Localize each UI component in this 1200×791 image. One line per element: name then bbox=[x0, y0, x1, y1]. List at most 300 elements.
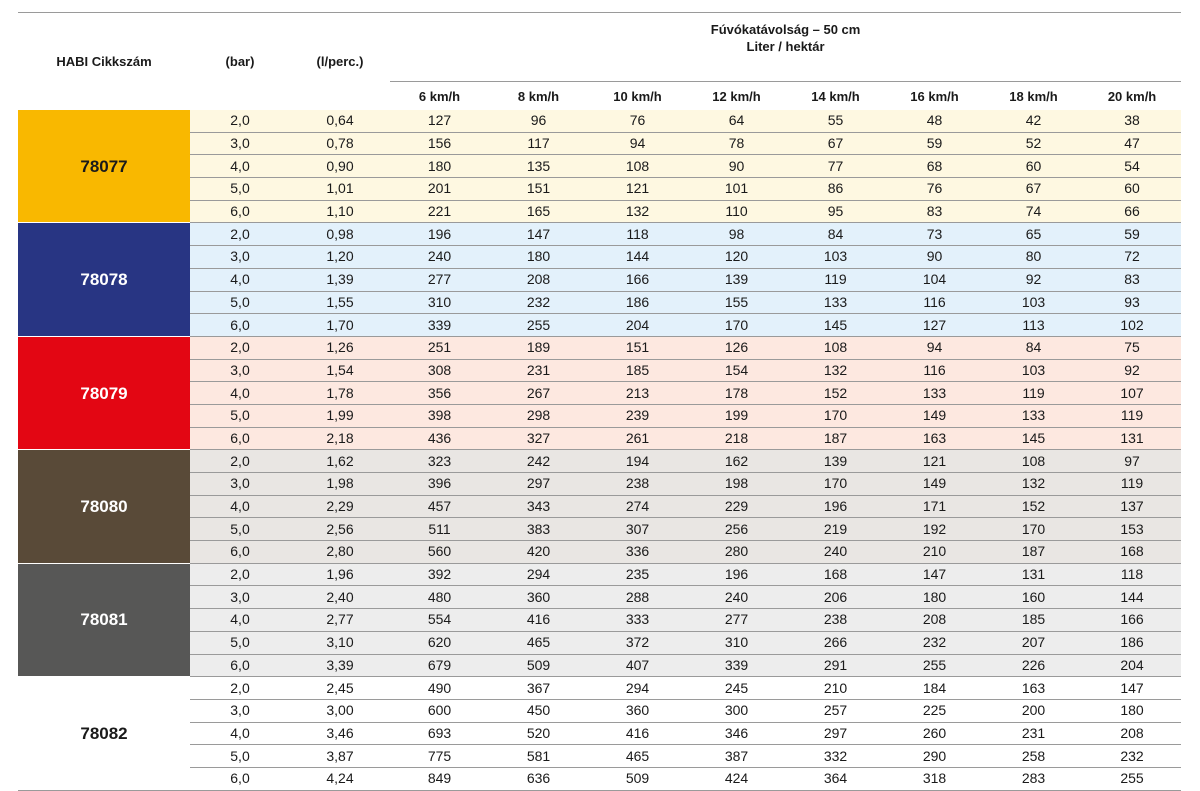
rate-cell: 132 bbox=[588, 200, 687, 223]
flow-cell: 1,10 bbox=[290, 200, 390, 223]
pressure-cell: 3,0 bbox=[190, 586, 290, 609]
rate-cell: 131 bbox=[984, 563, 1083, 586]
rate-cell: 189 bbox=[489, 336, 588, 359]
rate-cell: 245 bbox=[687, 677, 786, 700]
rate-cell: 274 bbox=[588, 495, 687, 518]
rate-cell: 186 bbox=[1083, 631, 1181, 654]
rate-cell: 180 bbox=[489, 246, 588, 269]
rate-cell: 90 bbox=[885, 246, 984, 269]
table-row bbox=[18, 586, 1181, 609]
rate-cell: 775 bbox=[390, 745, 489, 768]
rate-cell: 65 bbox=[984, 223, 1083, 246]
rate-cell: 294 bbox=[489, 563, 588, 586]
rate-cell: 372 bbox=[588, 631, 687, 654]
pressure-cell: 2,0 bbox=[190, 223, 290, 246]
rate-cell: 258 bbox=[984, 745, 1083, 768]
flow-cell: 1,99 bbox=[290, 404, 390, 427]
rate-cell: 127 bbox=[885, 314, 984, 337]
pressure-cell: 4,0 bbox=[190, 609, 290, 632]
rate-cell: 110 bbox=[687, 200, 786, 223]
rate-cell: 364 bbox=[786, 767, 885, 790]
rate-cell: 119 bbox=[1083, 473, 1181, 496]
rate-cell: 94 bbox=[885, 336, 984, 359]
table-row bbox=[18, 314, 1181, 337]
flow-cell: 4,24 bbox=[290, 767, 390, 790]
rate-cell: 108 bbox=[786, 336, 885, 359]
rate-cell: 600 bbox=[390, 699, 489, 722]
rate-cell: 196 bbox=[786, 495, 885, 518]
rate-cell: 509 bbox=[588, 767, 687, 790]
flow-cell: 2,80 bbox=[290, 541, 390, 564]
header-speed: 10 km/h bbox=[613, 88, 662, 104]
rate-cell: 192 bbox=[885, 518, 984, 541]
rate-cell: 232 bbox=[489, 291, 588, 314]
pressure-cell: 3,0 bbox=[190, 699, 290, 722]
rate-cell: 119 bbox=[786, 268, 885, 291]
rate-cell: 310 bbox=[390, 291, 489, 314]
flow-cell: 1,55 bbox=[290, 291, 390, 314]
rate-cell: 232 bbox=[885, 631, 984, 654]
table-row bbox=[18, 223, 1181, 246]
rate-cell: 235 bbox=[588, 563, 687, 586]
rate-cell: 194 bbox=[588, 450, 687, 473]
rate-cell: 520 bbox=[489, 722, 588, 745]
rate-cell: 239 bbox=[588, 404, 687, 427]
rate-cell: 103 bbox=[786, 246, 885, 269]
rate-cell: 162 bbox=[687, 450, 786, 473]
pressure-cell: 3,0 bbox=[190, 359, 290, 382]
table-row bbox=[18, 677, 1181, 700]
rate-cell: 554 bbox=[390, 609, 489, 632]
table-row bbox=[18, 110, 1181, 132]
rate-cell: 206 bbox=[786, 586, 885, 609]
rate-cell: 367 bbox=[489, 677, 588, 700]
rate-cell: 416 bbox=[588, 722, 687, 745]
product-code-cell: 78081 bbox=[18, 563, 190, 676]
rate-cell: 333 bbox=[588, 609, 687, 632]
rate-cell: 231 bbox=[489, 359, 588, 382]
header-speed: 18 km/h bbox=[1009, 88, 1058, 104]
rate-cell: 277 bbox=[687, 609, 786, 632]
pressure-cell: 4,0 bbox=[190, 382, 290, 405]
rate-cell: 297 bbox=[786, 722, 885, 745]
rate-cell: 256 bbox=[687, 518, 786, 541]
rate-cell: 187 bbox=[984, 541, 1083, 564]
rate-cell: 199 bbox=[687, 404, 786, 427]
rate-cell: 116 bbox=[885, 291, 984, 314]
rate-cell: 60 bbox=[1083, 178, 1181, 201]
rate-cell: 511 bbox=[390, 518, 489, 541]
rate-cell: 132 bbox=[984, 473, 1083, 496]
rate-cell: 221 bbox=[390, 200, 489, 223]
nozzle-table-sheet bbox=[18, 12, 1181, 791]
rate-cell: 343 bbox=[489, 495, 588, 518]
rate-cell: 196 bbox=[390, 223, 489, 246]
table-row bbox=[18, 473, 1181, 496]
rate-cell: 154 bbox=[687, 359, 786, 382]
flow-cell: 0,78 bbox=[290, 132, 390, 155]
product-code-cell: 78079 bbox=[18, 336, 190, 449]
table-row bbox=[18, 767, 1181, 790]
rate-cell: 74 bbox=[984, 200, 1083, 223]
flow-cell: 3,00 bbox=[290, 699, 390, 722]
rate-cell: 231 bbox=[984, 722, 1083, 745]
rate-cell: 693 bbox=[390, 722, 489, 745]
rate-cell: 127 bbox=[390, 110, 489, 132]
rate-cell: 67 bbox=[984, 178, 1083, 201]
pressure-cell: 2,0 bbox=[190, 450, 290, 473]
rate-cell: 225 bbox=[885, 699, 984, 722]
rate-cell: 170 bbox=[687, 314, 786, 337]
rate-cell: 166 bbox=[1083, 609, 1181, 632]
rate-cell: 242 bbox=[489, 450, 588, 473]
rate-cell: 163 bbox=[984, 677, 1083, 700]
rate-cell: 207 bbox=[984, 631, 1083, 654]
rate-cell: 424 bbox=[687, 767, 786, 790]
rate-cell: 327 bbox=[489, 427, 588, 450]
flow-cell: 1,01 bbox=[290, 178, 390, 201]
flow-cell: 1,98 bbox=[290, 473, 390, 496]
rate-cell: 137 bbox=[1083, 495, 1181, 518]
rate-cell: 198 bbox=[687, 473, 786, 496]
rate-cell: 66 bbox=[1083, 200, 1181, 223]
rate-cell: 119 bbox=[1083, 404, 1181, 427]
flow-cell: 1,78 bbox=[290, 382, 390, 405]
rate-cell: 291 bbox=[786, 654, 885, 677]
rate-cell: 75 bbox=[1083, 336, 1181, 359]
flow-cell: 2,18 bbox=[290, 427, 390, 450]
rate-cell: 55 bbox=[786, 110, 885, 132]
rate-cell: 339 bbox=[390, 314, 489, 337]
table-row bbox=[18, 404, 1181, 427]
pressure-cell: 3,0 bbox=[190, 246, 290, 269]
rate-cell: 120 bbox=[687, 246, 786, 269]
pressure-cell: 4,0 bbox=[190, 155, 290, 178]
rate-cell: 160 bbox=[984, 586, 1083, 609]
table-row bbox=[18, 178, 1181, 201]
flow-cell: 1,54 bbox=[290, 359, 390, 382]
rate-cell: 290 bbox=[885, 745, 984, 768]
flow-cell: 0,64 bbox=[290, 110, 390, 132]
table-row bbox=[18, 268, 1181, 291]
rate-cell: 201 bbox=[390, 178, 489, 201]
rate-cell: 92 bbox=[984, 268, 1083, 291]
table-row bbox=[18, 382, 1181, 405]
rate-cell: 80 bbox=[984, 246, 1083, 269]
pressure-cell: 3,0 bbox=[190, 473, 290, 496]
rate-cell: 72 bbox=[1083, 246, 1181, 269]
rate-cell: 346 bbox=[687, 722, 786, 745]
rate-cell: 204 bbox=[588, 314, 687, 337]
flow-cell: 2,45 bbox=[290, 677, 390, 700]
rate-cell: 92 bbox=[1083, 359, 1181, 382]
rate-cell: 151 bbox=[588, 336, 687, 359]
rate-cell: 232 bbox=[1083, 745, 1181, 768]
pressure-cell: 5,0 bbox=[190, 291, 290, 314]
rate-cell: 261 bbox=[588, 427, 687, 450]
rate-cell: 48 bbox=[885, 110, 984, 132]
rate-cell: 307 bbox=[588, 518, 687, 541]
table-row bbox=[18, 336, 1181, 359]
rate-cell: 620 bbox=[390, 631, 489, 654]
rate-cell: 77 bbox=[786, 155, 885, 178]
rate-cell: 450 bbox=[489, 699, 588, 722]
rate-cell: 257 bbox=[786, 699, 885, 722]
rate-cell: 204 bbox=[1083, 654, 1181, 677]
rate-cell: 210 bbox=[786, 677, 885, 700]
rate-cell: 240 bbox=[390, 246, 489, 269]
pressure-cell: 2,0 bbox=[190, 677, 290, 700]
rate-cell: 416 bbox=[489, 609, 588, 632]
rate-cell: 168 bbox=[1083, 541, 1181, 564]
rate-cell: 149 bbox=[885, 473, 984, 496]
rate-cell: 147 bbox=[489, 223, 588, 246]
nozzle-application-rate-table bbox=[18, 12, 1181, 791]
rate-cell: 147 bbox=[885, 563, 984, 586]
flow-cell: 1,70 bbox=[290, 314, 390, 337]
table-row bbox=[18, 563, 1181, 586]
rate-cell: 42 bbox=[984, 110, 1083, 132]
rate-cell: 95 bbox=[786, 200, 885, 223]
rate-cell: 96 bbox=[489, 110, 588, 132]
rate-cell: 849 bbox=[390, 767, 489, 790]
rate-cell: 145 bbox=[786, 314, 885, 337]
flow-cell: 1,39 bbox=[290, 268, 390, 291]
rate-cell: 219 bbox=[786, 518, 885, 541]
rate-cell: 238 bbox=[588, 473, 687, 496]
rate-cell: 308 bbox=[390, 359, 489, 382]
rate-cell: 581 bbox=[489, 745, 588, 768]
rate-cell: 139 bbox=[687, 268, 786, 291]
rate-cell: 288 bbox=[588, 586, 687, 609]
table-row bbox=[18, 609, 1181, 632]
header-spacing bbox=[390, 13, 1181, 82]
header-speed: 6 km/h bbox=[418, 88, 461, 104]
rate-cell: 392 bbox=[390, 563, 489, 586]
flow-cell: 0,90 bbox=[290, 155, 390, 178]
rate-cell: 298 bbox=[489, 404, 588, 427]
rate-cell: 113 bbox=[984, 314, 1083, 337]
rate-cell: 186 bbox=[588, 291, 687, 314]
rate-cell: 294 bbox=[588, 677, 687, 700]
rate-cell: 210 bbox=[885, 541, 984, 564]
product-code-cell: 78082 bbox=[18, 677, 190, 790]
flow-cell: 3,10 bbox=[290, 631, 390, 654]
rate-cell: 102 bbox=[1083, 314, 1181, 337]
rate-cell: 163 bbox=[885, 427, 984, 450]
rate-cell: 383 bbox=[489, 518, 588, 541]
rate-cell: 84 bbox=[786, 223, 885, 246]
rate-cell: 133 bbox=[786, 291, 885, 314]
rate-cell: 218 bbox=[687, 427, 786, 450]
rate-cell: 133 bbox=[984, 404, 1083, 427]
rate-cell: 165 bbox=[489, 200, 588, 223]
table-row bbox=[18, 155, 1181, 178]
rate-cell: 76 bbox=[588, 110, 687, 132]
rate-cell: 323 bbox=[390, 450, 489, 473]
table-row bbox=[18, 450, 1181, 473]
rate-cell: 94 bbox=[588, 132, 687, 155]
rate-cell: 83 bbox=[885, 200, 984, 223]
pressure-cell: 6,0 bbox=[190, 314, 290, 337]
rate-cell: 38 bbox=[1083, 110, 1181, 132]
table-row bbox=[18, 518, 1181, 541]
rate-cell: 297 bbox=[489, 473, 588, 496]
pressure-cell: 4,0 bbox=[190, 268, 290, 291]
rate-cell: 139 bbox=[786, 450, 885, 473]
product-code-cell: 78077 bbox=[18, 110, 190, 223]
table-row bbox=[18, 291, 1181, 314]
table-row bbox=[18, 246, 1181, 269]
rate-cell: 147 bbox=[1083, 677, 1181, 700]
rate-cell: 171 bbox=[885, 495, 984, 518]
rate-cell: 116 bbox=[885, 359, 984, 382]
header-speed: 14 km/h bbox=[811, 88, 860, 104]
rate-cell: 180 bbox=[1083, 699, 1181, 722]
rate-cell: 360 bbox=[588, 699, 687, 722]
pressure-cell: 3,0 bbox=[190, 132, 290, 155]
flow-cell: 3,39 bbox=[290, 654, 390, 677]
rate-cell: 184 bbox=[885, 677, 984, 700]
rate-cell: 76 bbox=[885, 178, 984, 201]
rate-cell: 117 bbox=[489, 132, 588, 155]
rate-cell: 153 bbox=[1083, 518, 1181, 541]
flow-cell: 2,29 bbox=[290, 495, 390, 518]
table-row bbox=[18, 654, 1181, 677]
rate-cell: 260 bbox=[885, 722, 984, 745]
rate-cell: 318 bbox=[885, 767, 984, 790]
rate-cell: 155 bbox=[687, 291, 786, 314]
rate-cell: 131 bbox=[1083, 427, 1181, 450]
rate-cell: 59 bbox=[885, 132, 984, 155]
rate-cell: 97 bbox=[1083, 450, 1181, 473]
table-row bbox=[18, 745, 1181, 768]
rate-cell: 457 bbox=[390, 495, 489, 518]
rate-cell: 267 bbox=[489, 382, 588, 405]
rate-cell: 151 bbox=[489, 178, 588, 201]
rate-cell: 300 bbox=[687, 699, 786, 722]
pressure-cell: 2,0 bbox=[190, 110, 290, 132]
rate-cell: 560 bbox=[390, 541, 489, 564]
rate-cell: 196 bbox=[687, 563, 786, 586]
rate-cell: 156 bbox=[390, 132, 489, 155]
rate-cell: 86 bbox=[786, 178, 885, 201]
flow-cell: 2,56 bbox=[290, 518, 390, 541]
rate-cell: 108 bbox=[588, 155, 687, 178]
rate-cell: 93 bbox=[1083, 291, 1181, 314]
rate-cell: 132 bbox=[786, 359, 885, 382]
rate-cell: 166 bbox=[588, 268, 687, 291]
table-row bbox=[18, 631, 1181, 654]
rate-cell: 436 bbox=[390, 427, 489, 450]
rate-cell: 145 bbox=[984, 427, 1083, 450]
rate-cell: 360 bbox=[489, 586, 588, 609]
pressure-cell: 4,0 bbox=[190, 722, 290, 745]
pressure-cell: 2,0 bbox=[190, 563, 290, 586]
header-code: HABI Cikkszám bbox=[18, 13, 190, 111]
rate-cell: 213 bbox=[588, 382, 687, 405]
pressure-cell: 6,0 bbox=[190, 200, 290, 223]
pressure-cell: 2,0 bbox=[190, 336, 290, 359]
rate-cell: 84 bbox=[984, 336, 1083, 359]
rate-cell: 229 bbox=[687, 495, 786, 518]
rate-cell: 64 bbox=[687, 110, 786, 132]
rate-cell: 178 bbox=[687, 382, 786, 405]
flow-cell: 1,26 bbox=[290, 336, 390, 359]
pressure-cell: 5,0 bbox=[190, 404, 290, 427]
rate-cell: 283 bbox=[984, 767, 1083, 790]
table-row bbox=[18, 495, 1181, 518]
pressure-cell: 6,0 bbox=[190, 541, 290, 564]
rate-cell: 387 bbox=[687, 745, 786, 768]
rate-cell: 144 bbox=[1083, 586, 1181, 609]
rate-cell: 101 bbox=[687, 178, 786, 201]
rate-cell: 420 bbox=[489, 541, 588, 564]
rate-cell: 465 bbox=[489, 631, 588, 654]
flow-cell: 0,98 bbox=[290, 223, 390, 246]
rate-cell: 240 bbox=[687, 586, 786, 609]
rate-cell: 68 bbox=[885, 155, 984, 178]
flow-cell: 3,46 bbox=[290, 722, 390, 745]
rate-cell: 126 bbox=[687, 336, 786, 359]
header-speed: 20 km/h bbox=[1107, 88, 1157, 104]
rate-cell: 480 bbox=[390, 586, 489, 609]
rate-cell: 339 bbox=[687, 654, 786, 677]
rate-cell: 277 bbox=[390, 268, 489, 291]
rate-cell: 170 bbox=[786, 404, 885, 427]
rate-cell: 509 bbox=[489, 654, 588, 677]
rate-cell: 59 bbox=[1083, 223, 1181, 246]
table-row bbox=[18, 722, 1181, 745]
header-speed: 8 km/h bbox=[517, 88, 560, 104]
pressure-cell: 5,0 bbox=[190, 518, 290, 541]
pressure-cell: 6,0 bbox=[190, 767, 290, 790]
rate-cell: 107 bbox=[1083, 382, 1181, 405]
rate-cell: 208 bbox=[1083, 722, 1181, 745]
table-row bbox=[18, 699, 1181, 722]
rate-cell: 60 bbox=[984, 155, 1083, 178]
rate-cell: 266 bbox=[786, 631, 885, 654]
rate-cell: 332 bbox=[786, 745, 885, 768]
flow-cell: 3,87 bbox=[290, 745, 390, 768]
rate-cell: 121 bbox=[885, 450, 984, 473]
rate-cell: 200 bbox=[984, 699, 1083, 722]
table-body bbox=[18, 110, 1181, 790]
rate-cell: 83 bbox=[1083, 268, 1181, 291]
rate-cell: 636 bbox=[489, 767, 588, 790]
table-row bbox=[18, 427, 1181, 450]
pressure-cell: 5,0 bbox=[190, 631, 290, 654]
rate-cell: 103 bbox=[984, 291, 1083, 314]
rate-cell: 336 bbox=[588, 541, 687, 564]
rate-cell: 465 bbox=[588, 745, 687, 768]
product-code-cell: 78078 bbox=[18, 223, 190, 336]
rate-cell: 52 bbox=[984, 132, 1083, 155]
pressure-cell: 5,0 bbox=[190, 178, 290, 201]
rate-cell: 47 bbox=[1083, 132, 1181, 155]
rate-cell: 168 bbox=[786, 563, 885, 586]
rate-cell: 118 bbox=[1083, 563, 1181, 586]
rate-cell: 238 bbox=[786, 609, 885, 632]
flow-cell: 1,20 bbox=[290, 246, 390, 269]
rate-cell: 396 bbox=[390, 473, 489, 496]
rate-cell: 152 bbox=[984, 495, 1083, 518]
rate-cell: 108 bbox=[984, 450, 1083, 473]
rate-cell: 135 bbox=[489, 155, 588, 178]
pressure-cell: 6,0 bbox=[190, 654, 290, 677]
header-speed: 12 km/h bbox=[712, 88, 761, 104]
table-row bbox=[18, 132, 1181, 155]
